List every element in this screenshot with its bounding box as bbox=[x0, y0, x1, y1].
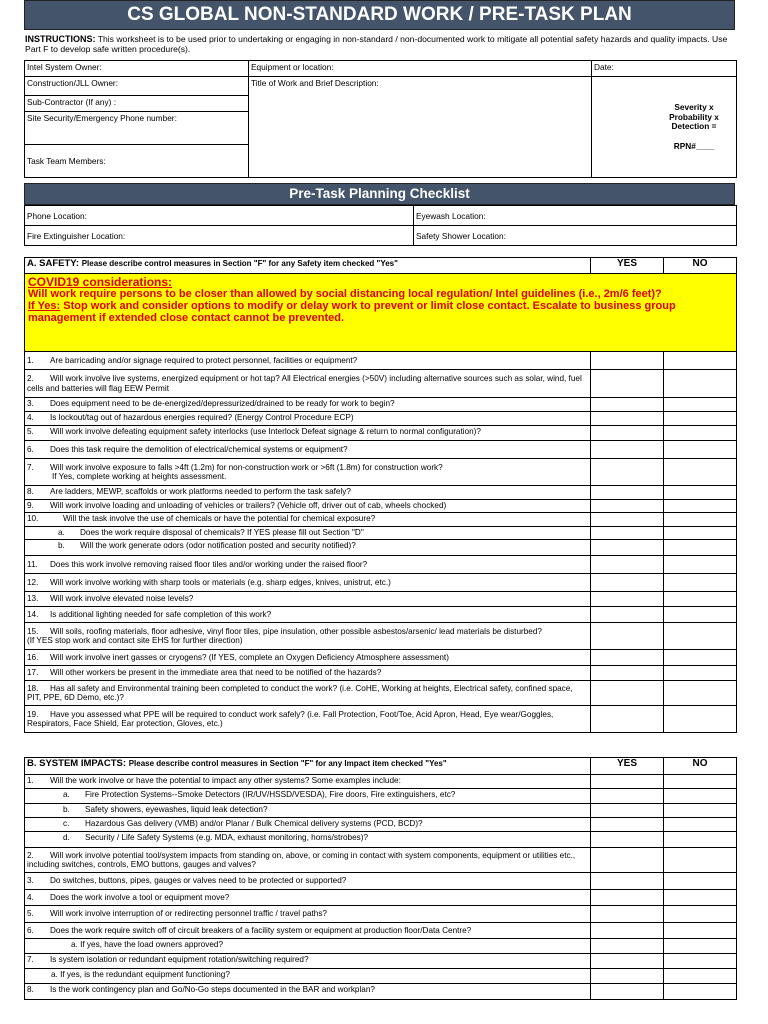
question-a4: 4. Is lockout/tag out of hazardous energies required? (Energy Control Procedure ECP) bbox=[25, 412, 591, 426]
yes-box-b1a[interactable] bbox=[591, 789, 664, 804]
yes-box-a3[interactable] bbox=[591, 398, 664, 412]
title-work-field[interactable]: Title of Work and Brief Description: bbox=[249, 77, 592, 178]
covid-ifyes bbox=[28, 300, 733, 324]
no-box-a6[interactable] bbox=[664, 441, 737, 459]
fire-extinguisher-field[interactable]: Fire Extinguisher Location: bbox=[25, 226, 414, 246]
no-box-a17[interactable] bbox=[664, 666, 737, 681]
yes-box-a17[interactable] bbox=[591, 666, 664, 681]
question-b1: 1. Will the work involve or have the potential to impact any other systems? Some examples include: bbox=[25, 775, 591, 789]
yes-box-a19[interactable] bbox=[591, 706, 664, 733]
instructions-label: INSTRUCTIONS: bbox=[25, 34, 96, 44]
no-box-b7[interactable] bbox=[664, 954, 737, 969]
intel-owner-field[interactable]: Intel System Owner: bbox=[25, 61, 249, 77]
rpn-label: RPN#____ bbox=[673, 140, 715, 151]
yes-box-b1b[interactable] bbox=[591, 804, 664, 818]
phone-location-field[interactable]: Phone Location: bbox=[25, 206, 414, 226]
checklist-table bbox=[24, 205, 737, 246]
question-b1b: b. Safety showers, eyewashes, liquid leak detection? bbox=[25, 804, 591, 818]
header-info-table bbox=[24, 60, 737, 178]
question-a11: 11. Does this work involve removing raised floor tiles and/or working under the raised floor? bbox=[25, 556, 591, 574]
checklist-title: Pre-Task Planning Checklist bbox=[24, 183, 735, 205]
section-b-note: Please describe control measures in Section "F" for any Impact item checked "Yes" bbox=[128, 759, 447, 768]
question-a19: 19. Have you assessed what PPE will be required to conduct work safely? (i.e. Fall Protection, Foot/Toe, Acid Apron, Head, Eye wear/Goggles, Respirators, Face Shield, Ear protection, Gloves, etc.) bbox=[25, 706, 591, 733]
yes-box-a16[interactable] bbox=[591, 650, 664, 666]
yes-box-a12[interactable] bbox=[591, 574, 664, 592]
question-a9: 9. Will work involve loading and unloading of vehicles or trailers? (Vehicle off, driver out of cab, wheels chocked) bbox=[25, 500, 591, 513]
yes-box-b2[interactable] bbox=[591, 848, 664, 873]
question-a10b: b. Will the work generate odors (odor notification posted and security notified)? bbox=[25, 540, 591, 556]
covid-heading: COVID19 considerations: bbox=[28, 275, 173, 289]
question-a10a: a. Does the work require disposal of chemicals? If YES please fill out Section "D" bbox=[25, 527, 591, 540]
no-box-a14[interactable] bbox=[664, 607, 737, 623]
yes-box-b1d[interactable] bbox=[591, 832, 664, 848]
no-box-a10b[interactable] bbox=[664, 540, 737, 556]
eyewash-location-field[interactable]: Eyewash Location: bbox=[414, 206, 737, 226]
section-b-table bbox=[24, 757, 737, 1000]
no-box-a12[interactable] bbox=[664, 574, 737, 592]
question-a17: 17. Will other workers be present in the immediate area that need to be notified of the hazards? bbox=[25, 666, 591, 681]
no-box-a8[interactable] bbox=[664, 486, 737, 500]
question-a10: 10. Will the task involve the use of chemicals or have the potential for chemical exposure? bbox=[25, 513, 591, 527]
no-box-b6a[interactable] bbox=[664, 939, 737, 954]
no-box-a11[interactable] bbox=[664, 556, 737, 574]
instructions-text: This worksheet is to be used prior to undertaking or engaging in non-standard / non-documented work to mitigate all potential safety hazards and quality impacts. Use Part F to develop safe written procedure(s). bbox=[25, 34, 728, 54]
section-a-table bbox=[24, 257, 737, 733]
task-team-field[interactable]: Task Team Members: bbox=[25, 145, 249, 178]
yes-box-b6[interactable] bbox=[591, 923, 664, 939]
no-box-a10[interactable] bbox=[664, 513, 737, 527]
no-box-a16[interactable] bbox=[664, 650, 737, 666]
no-box-b1c[interactable] bbox=[664, 818, 737, 832]
subcontractor-field[interactable]: Sub-Contractor (If any) : bbox=[25, 96, 249, 112]
yes-box-a11[interactable] bbox=[591, 556, 664, 574]
no-box-a10a[interactable] bbox=[664, 527, 737, 540]
no-box-b4[interactable] bbox=[664, 890, 737, 906]
yes-box-b6a[interactable] bbox=[591, 939, 664, 954]
no-box-a19[interactable] bbox=[664, 706, 737, 733]
equipment-field[interactable]: Equipment or location: bbox=[249, 61, 592, 77]
covid-block bbox=[25, 274, 737, 352]
no-box-a18[interactable] bbox=[664, 681, 737, 706]
yes-box-b5[interactable] bbox=[591, 906, 664, 923]
no-box-a5[interactable] bbox=[664, 426, 737, 441]
instructions bbox=[25, 34, 737, 54]
no-box-b1d[interactable] bbox=[664, 832, 737, 848]
no-box-b1[interactable] bbox=[664, 775, 737, 789]
question-b2: 2. Will work involve potential tool/system impacts from standing on, above, or coming in contact with system components, equipment or utilities etc., including switches, controls, EMO buttons, gauges and valves? bbox=[25, 848, 591, 873]
yes-box-b1[interactable] bbox=[591, 775, 664, 789]
no-box-b2[interactable] bbox=[664, 848, 737, 873]
question-b7a: a. If yes, is the redundant equipment functioning? bbox=[25, 969, 591, 984]
no-header-b: NO bbox=[664, 758, 737, 775]
section-b-header bbox=[25, 758, 591, 775]
yes-box-b1c[interactable] bbox=[591, 818, 664, 832]
no-box-a1[interactable] bbox=[664, 352, 737, 370]
no-box-b5[interactable] bbox=[664, 906, 737, 923]
section-a-note: Please describe control measures in Section "F" for any Safety item checked "Yes" bbox=[81, 259, 398, 268]
question-b8: 8. Is the work contingency plan and Go/No-Go steps documented in the BAR and workplan? bbox=[25, 984, 591, 1000]
no-box-a7[interactable] bbox=[664, 459, 737, 486]
no-box-b1b[interactable] bbox=[664, 804, 737, 818]
no-box-b1a[interactable] bbox=[664, 789, 737, 804]
construction-owner-field[interactable]: Construction/JLL Owner: bbox=[25, 77, 249, 96]
site-security-field[interactable]: Site Security/Emergency Phone number: bbox=[25, 112, 249, 145]
yes-box-b4[interactable] bbox=[591, 890, 664, 906]
question-a13: 13. Will work involve elevated noise levels? bbox=[25, 592, 591, 607]
question-b7: 7. Is system isolation or redundant equipment rotation/switching required? bbox=[25, 954, 591, 969]
no-box-a9[interactable] bbox=[664, 500, 737, 513]
date-field[interactable]: Date: bbox=[592, 61, 737, 77]
covid-question: Will work require persons to be closer than allowed by social distancing local regulation/ Intel guidelines (i.e., 2m/6 feet)? bbox=[28, 288, 662, 300]
yes-box-a10a[interactable] bbox=[591, 527, 664, 540]
yes-box-a2[interactable] bbox=[591, 370, 664, 398]
question-a1: 1. Are barricading and/or signage required to protect personnel, facilities or equipment? bbox=[25, 352, 591, 370]
section-a-header bbox=[25, 258, 591, 274]
question-a2: 2. Will work involve live systems, energized equipment or hot tap? All Electrical energies (>50V) including alternative sources such as solar, wind, fuel cells and batteries will flag EEW Permit bbox=[25, 370, 591, 398]
no-box-b7a[interactable] bbox=[664, 969, 737, 984]
no-box-b8[interactable] bbox=[664, 984, 737, 1000]
no-box-a2[interactable] bbox=[664, 370, 737, 398]
no-box-b6[interactable] bbox=[664, 923, 737, 939]
yes-box-a5[interactable] bbox=[591, 426, 664, 441]
section-a-label: A. SAFETY: bbox=[27, 258, 80, 269]
question-a8: 8. Are ladders, MEWP, scaffolds or work platforms needed to perform the task safely? bbox=[25, 486, 591, 500]
yes-box-a18[interactable] bbox=[591, 681, 664, 706]
question-b1d: d. Security / Life Safety Systems (e.g. MDA, exhaust monitoring, horns/strobes)? bbox=[25, 832, 591, 848]
yes-header: YES bbox=[591, 258, 664, 274]
question-a18: 18. Has all safety and Environmental training been completed to conduct the work? (i.e. CoHE, Working at heights, Electrical safety, confined space, PIT, PPE, 6D Demo, etc.)? bbox=[25, 681, 591, 706]
question-b6a: a. If yes, have the load owners approved? bbox=[25, 939, 591, 954]
yes-box-a9[interactable] bbox=[591, 500, 664, 513]
yes-box-a14[interactable] bbox=[591, 607, 664, 623]
yes-box-a15[interactable] bbox=[591, 623, 664, 650]
question-a15: 15. Will soils, roofing materials, floor adhesive, vinyl floor tiles, pipe insulation, other possible asbestos/arsenic/ lead materials be disturbed? (If YES stop work and contact site EHS for further direction) bbox=[25, 623, 591, 650]
covid-ifyes-text: Stop work and consider options to modify or delay work to prevent or limit close contact. Escalate to business group management if extended close contact cannot be prevented. bbox=[28, 300, 676, 324]
severity-label: Severity x Probability x Detection = bbox=[669, 102, 719, 131]
question-b5: 5. Will work involve interruption of or redirecting personnel traffic / travel paths? bbox=[25, 906, 591, 923]
yes-box-b3[interactable] bbox=[591, 873, 664, 890]
question-a5: 5. Will work involve defeating equipment safety interlocks (use Interlock Defeat signage & return to normal configuration)? bbox=[25, 426, 591, 441]
yes-box-a10[interactable] bbox=[591, 513, 664, 527]
no-box-a4[interactable] bbox=[664, 412, 737, 426]
safety-shower-field[interactable]: Safety Shower Location: bbox=[414, 226, 737, 246]
yes-box-a13[interactable] bbox=[591, 592, 664, 607]
yes-box-a10b[interactable] bbox=[591, 540, 664, 556]
no-box-b3[interactable] bbox=[664, 873, 737, 890]
page-title: CS GLOBAL NON-STANDARD WORK / PRE-TASK PLAN bbox=[24, 0, 735, 30]
no-box-a3[interactable] bbox=[664, 398, 737, 412]
no-header: NO bbox=[664, 258, 737, 274]
question-a16: 16. Will work involve inert gasses or cryogens? (If YES, complete an Oxygen Deficiency Atmosphere assessment) bbox=[25, 650, 591, 666]
question-b6: 6. Does the work require switch off of circuit breakers of a facility system or equipment at production floor/Data Centre? bbox=[25, 923, 591, 939]
rpn-cell bbox=[592, 77, 737, 178]
no-box-a15[interactable] bbox=[664, 623, 737, 650]
yes-box-a1[interactable] bbox=[591, 352, 664, 370]
question-b4: 4. Does the work involve a tool or equipment move? bbox=[25, 890, 591, 906]
yes-box-b7[interactable] bbox=[591, 954, 664, 969]
question-b1a: a. Fire Protection Systems--Smoke Detectors (IR/UV/HSSD/VESDA), Fire doors, Fire extinguishers, etc? bbox=[25, 789, 591, 804]
question-a14: 14. Is additional lighting needed for safe completion of this work? bbox=[25, 607, 591, 623]
yes-header-b: YES bbox=[591, 758, 664, 775]
yes-box-a8[interactable] bbox=[591, 486, 664, 500]
question-b3: 3. Do switches, buttons, pipes, gauges or valves need to be protected or supported? bbox=[25, 873, 591, 890]
question-a7: 7. Will work involve exposure to falls >4ft (1.2m) for non-construction work or >6ft (1.8m) for construction work? If Yes, complete working at heights assessment. bbox=[25, 459, 591, 486]
question-a6: 6. Does this task require the demolition of electrical/chemical systems or equipment? bbox=[25, 441, 591, 459]
question-b1c: c. Hazardous Gas delivery (VMB) and/or Planar / Bulk Chemical delivery systems (PCD, BCD)? bbox=[25, 818, 591, 832]
yes-box-a6[interactable] bbox=[591, 441, 664, 459]
covid-ifyes-label: If Yes: bbox=[28, 300, 61, 312]
yes-box-b7a[interactable] bbox=[591, 969, 664, 984]
question-a3: 3. Does equipment need to be de-energized/depressurized/drained to be ready for work to begin? bbox=[25, 398, 591, 412]
section-b-label: B. SYSTEM IMPACTS: bbox=[27, 758, 127, 769]
no-box-a13[interactable] bbox=[664, 592, 737, 607]
question-a12: 12. Will work involve working with sharp tools or materials (e.g. sharp edges, knives, unistrut, etc.) bbox=[25, 574, 591, 592]
yes-box-a4[interactable] bbox=[591, 412, 664, 426]
yes-box-a7[interactable] bbox=[591, 459, 664, 486]
yes-box-b8[interactable] bbox=[591, 984, 664, 1000]
